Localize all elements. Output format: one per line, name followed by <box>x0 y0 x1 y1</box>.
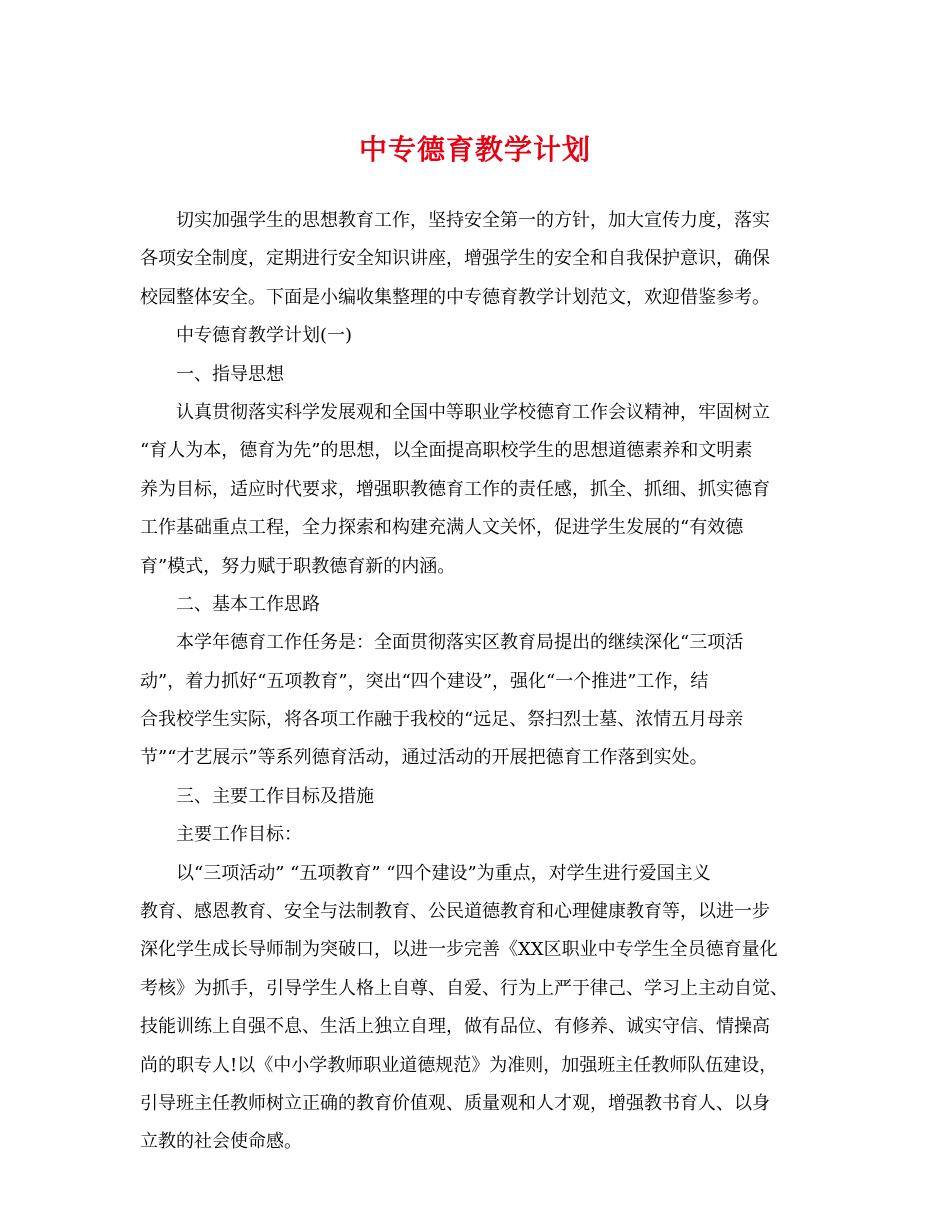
text-line: 三、主要工作目标及措施 <box>176 785 374 807</box>
text-line: 各项安全制度，定期进行安全知识讲座，增强学生的安全和自我保护意识，确保 <box>140 248 770 270</box>
text-line: 工作基础重点工程，全力探索和构建充满人文关怀，促进学生发展的“有效德 <box>140 517 744 539</box>
text-line: 以“三项活动” “五项教育” “四个建设”为重点，对学生进行爱国主义 <box>176 862 711 884</box>
text-line: 校园整体安全。下面是小编收集整理的中专德育教学计划范文，欢迎借鉴参考。 <box>140 286 770 308</box>
text-line: 考核》为抓手，引导学生人格上自尊、自爱、行为上严于律己、学习上主动自觉、 <box>140 977 788 999</box>
text-line: 合我校学生实际，将各项工作融于我校的“远足、祭扫烈士墓、浓情五月母亲 <box>140 709 744 731</box>
document-title: 中专德育教学计划 <box>358 133 591 166</box>
text-line: 立教的社会使命感。 <box>140 1131 302 1153</box>
text-line: 切实加强学生的思想教育工作，坚持安全第一的方针，加大宣传力度，落实 <box>176 210 770 231</box>
text-line: 引导班主任教师树立正确的教育价值观、质量观和人才观，增强教书育人、以身 <box>140 1092 770 1114</box>
text-line: 育”模式，努力赋于职教德育新的内涵。 <box>140 555 456 577</box>
text-line: 养为目标，适应时代要求，增强职教德育工作的责任感，抓全、抓细、抓实德育 <box>140 478 770 500</box>
text-line: 二、基本工作思路 <box>176 593 320 615</box>
text-line: 认真贯彻落实科学发展观和全国中等职业学校德育工作会议精神，牢固树立 <box>176 401 770 423</box>
text-line: 教育、感恩教育、安全与法制教育、公民道德教育和心理健康教育等，以进一步 <box>140 901 770 923</box>
text-line: “育人为本，德育为先”的思想，以全面提高职校学生的思想道德素养和文明素 <box>140 440 753 462</box>
text-line: 动”，着力抓好“五项教育”，突出“四个建设”，强化“一个推进”工作，结 <box>140 670 709 692</box>
text-line: 中专德育教学计划(一) <box>176 325 353 347</box>
text-line: 一、指导思想 <box>176 363 284 385</box>
text-line: 技能训练上自强不息、生活上独立自理，做有品位、有修养、诚实守信、情操高 <box>140 1016 770 1038</box>
document-body <box>140 202 810 1162</box>
text-line: 主要工作目标： <box>176 824 302 846</box>
text-line: 本学年德育工作任务是：全面贯彻落实区教育局提出的继续深化“三项活 <box>176 632 744 654</box>
text-line: 节”“才艺展示”等系列德育活动，通过活动的开展把德育工作落到实处。 <box>140 747 708 769</box>
text-line: 尚的职专人!以《中小学教师职业道德规范》为准则，加强班主任教师队伍建设， <box>140 1054 778 1076</box>
text-line: 深化学生成长导师制为突破口，以进一步完善《XX区职业中专学生全员德育量化 <box>140 939 778 961</box>
